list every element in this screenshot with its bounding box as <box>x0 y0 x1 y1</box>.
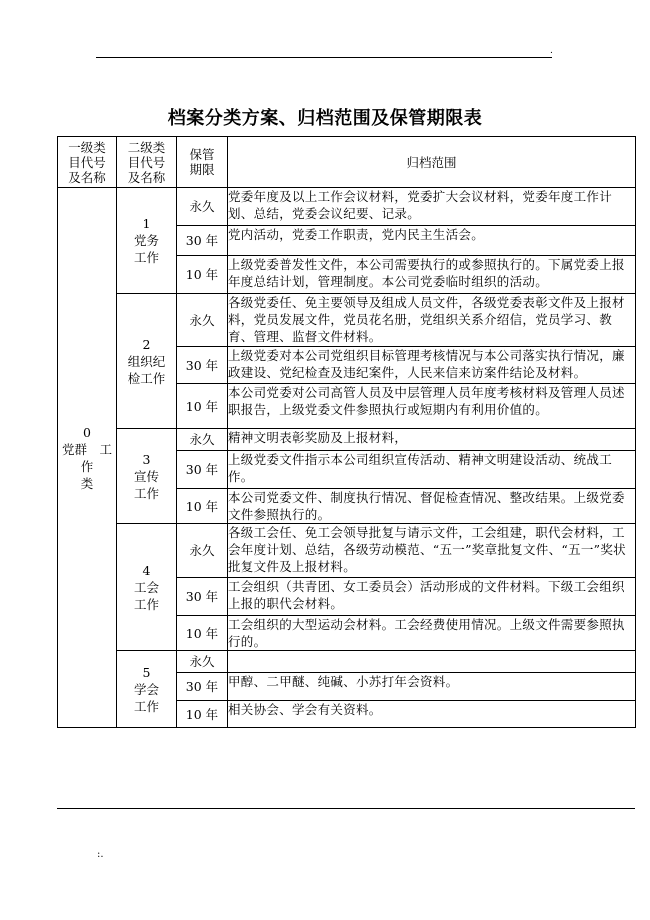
retention-period: 永久 <box>177 188 228 226</box>
header-period: 保管 期限 <box>177 137 228 188</box>
retention-period: 30 年 <box>177 451 228 489</box>
archive-scope: 相关协会、学会有关资料。 <box>228 701 636 728</box>
archive-scope: 上级党委文件指示本公司组织宣传活动、精神文明建设活动、统战工作。 <box>228 451 636 489</box>
retention-period: 10 年 <box>177 489 228 524</box>
retention-period: 30 年 <box>177 226 228 256</box>
archive-scope: 本公司党委文件、制度执行情况、督促检查情况、整改结果。上级党委文件参照执行的。 <box>228 489 636 524</box>
retention-period: 30 年 <box>177 347 228 384</box>
archive-scope <box>228 651 636 673</box>
level2-category: 1 党务 工作 <box>117 188 177 294</box>
level2-category: 4 工会 工作 <box>117 524 177 651</box>
level2-category: 2 组织纪 检工作 <box>117 294 177 429</box>
retention-period: 30 年 <box>177 673 228 701</box>
archive-scope: 上级党委普发性文件，本公司需要执行的或参照执行的。下属党委上报年度总结计划，管理制度。本公司党委临时组织的活动。 <box>228 256 636 294</box>
retention-period: 30 年 <box>177 578 228 616</box>
archive-scope: 各级工会任、免工会领导批复与请示文件，工会组建，职代会材料，工会年度计划、总结，各级劳动模范、“五一”奖章批复文件、“五一”奖状批复文件及上报材料。 <box>228 524 636 578</box>
archive-scope: 上级党委对本公司党组织目标管理考核情况与本公司落实执行情况，廉政建设、党纪检查及违纪案件，人民来信来访案件结论及材料。 <box>228 347 636 384</box>
retention-period: 10 年 <box>177 256 228 294</box>
retention-period: 10 年 <box>177 616 228 651</box>
page-title: 档案分类方案、归档范围及保管期限表 <box>167 108 483 129</box>
retention-period: 永久 <box>177 651 228 673</box>
table-row <box>58 429 636 451</box>
archive-classification-table <box>57 136 636 728</box>
level2-category: 3 宣传 工作 <box>117 429 177 524</box>
archive-scope: 党内活动，党委工作职责，党内民主生活会。 <box>228 226 636 256</box>
header-row <box>58 137 636 188</box>
archive-scope: 精神文明表彰奖励及上报材料， <box>228 429 636 451</box>
retention-period: 永久 <box>177 524 228 578</box>
archive-scope: 党委年度及以上工作会议材料，党委扩大会议材料，党委年度工作计划、总结，党委会议纪要、记录。 <box>228 188 636 226</box>
level2-category: 5 学会 工作 <box>117 651 177 728</box>
footer-rule <box>57 808 635 809</box>
header-level1: 一级类 目代号 及名称 <box>58 137 117 188</box>
retention-period: 永久 <box>177 429 228 451</box>
level1-category: 0 党群 工 作 类 <box>58 188 117 728</box>
archive-scope: 甲醇、二甲醚、纯碱、小苏打年会资料。 <box>228 673 636 701</box>
archive-scope: 工会组织（共青团、女工委员会）活动形成的文件材料。下级工会组织上报的职代会材料。 <box>228 578 636 616</box>
table-row <box>58 524 636 578</box>
archive-scope: 工会组织的大型运动会材料。工会经费使用情况。上级文件需要参照执行的。 <box>228 616 636 651</box>
header-mark: . <box>550 46 553 56</box>
retention-period: 10 年 <box>177 384 228 429</box>
table-row <box>58 651 636 673</box>
archive-scope: 各级党委任、免主要领导及组成人员文件，各级党委表彰文件及上报材料，党员发展文件，党员花名册，党组织关系介绍信，党员学习、教育、管理、监督文件材料。 <box>228 294 636 347</box>
header-scope: 归档范围 <box>228 137 636 188</box>
retention-period: 永久 <box>177 294 228 347</box>
archive-scope: 本公司党委对公司高管人员及中层管理人员年度考核材料及管理人员述职报告，上级党委文件参照执行或短期内有利用价值的。 <box>228 384 636 429</box>
table-row <box>58 188 636 226</box>
header-rule <box>96 57 552 58</box>
table-row <box>58 294 636 347</box>
retention-period: 10 年 <box>177 701 228 728</box>
footer-mark: :. <box>97 849 104 860</box>
header-level2: 二级类 目代号 及名称 <box>117 137 177 188</box>
